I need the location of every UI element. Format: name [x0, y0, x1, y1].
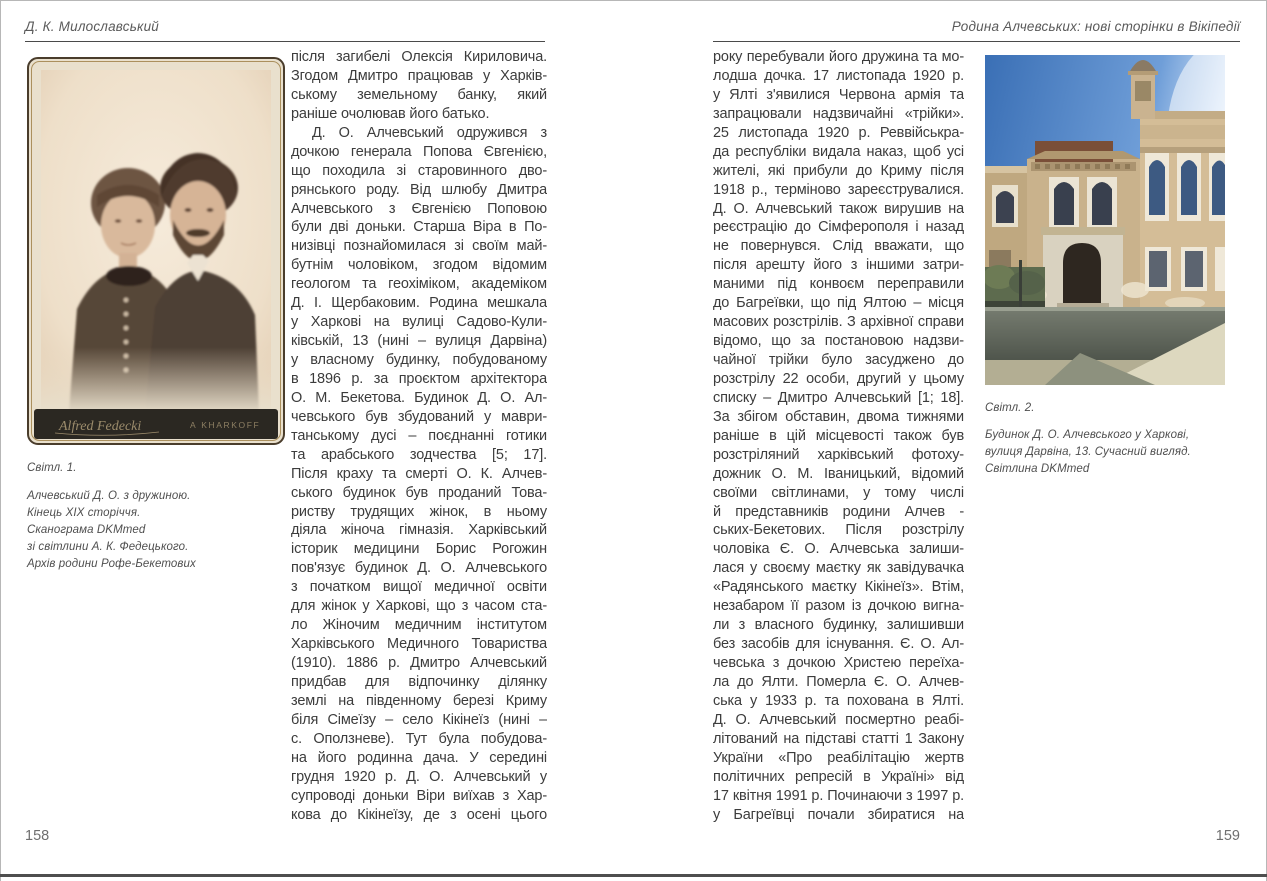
text-line: після загибелі Олексія Кириловича. — [291, 49, 547, 65]
page-shadow-bar — [0, 874, 1267, 877]
text-line: історик медицини Борис Рогожин — [291, 541, 547, 558]
caption-text-1 — [27, 488, 277, 573]
text-line: супроводі доньки Віри виїхав з Хар- — [291, 787, 547, 804]
body-column-right — [713, 48, 964, 824]
text-line: Згодом Дмитро працював у Харків- — [291, 67, 547, 84]
text-line: Д. О. Алчевський посмертно реабі- — [713, 711, 964, 728]
text-line: ському земельному банку, який — [291, 86, 547, 103]
text-line: не повернувся. Слід вважати, що — [713, 238, 964, 255]
text-line: да республіки видала наказ, щоб усі — [713, 143, 964, 160]
text-line: відомо, що за постановою надзви- — [713, 333, 964, 350]
page-edge-top — [0, 0, 1267, 1]
text-line: 25 листопада 1920 р. Реввійськра- — [713, 124, 964, 141]
text-line: у Харкові на вулиці Садово-Кули- — [291, 314, 547, 331]
text-line: низівці познайомилася зі своїм май- — [291, 238, 547, 255]
text-line: розстріляний харківський фотоху- — [713, 446, 964, 463]
text-line: землі на південному березі Криму — [291, 692, 547, 709]
text-line: своїми світлинами, у тому числі — [713, 484, 964, 501]
text-line: у Багреївці почали збиратися на — [713, 806, 964, 823]
text-line: О. М. Бекетова. Будинок Д. О. Ал- — [291, 389, 547, 406]
text-line: без засобів для існування. Є. О. Ал- — [713, 636, 964, 653]
caption-text-2 — [985, 427, 1235, 478]
caption-line: Кінець XIX сторіччя. — [27, 507, 141, 519]
text-line: списку – Дмитро Алчевський [1; 18]. — [713, 389, 964, 406]
page-edge-left — [0, 0, 1, 881]
photo-building-kharkiv — [985, 55, 1225, 385]
text-line: рянського роду. Від шлюбу Дмитра — [291, 181, 547, 198]
text-line: чевського був збудований у маври- — [291, 408, 547, 425]
text-line: року перебували його дружина та мо- — [713, 49, 964, 65]
text-line: За збігом обставин, двома тижнями — [713, 408, 964, 425]
running-head-title: Родина Алчевських: нові сторінки в Вікіпедії — [951, 19, 1240, 34]
text-line: лася у своєму маєтку як завідувачка — [713, 560, 964, 577]
caption-line: Світлина DKMmed — [985, 463, 1090, 475]
caption-label-1: Світл. 1. — [27, 462, 77, 474]
text-line: України «Про реабілітацію жертв — [713, 749, 964, 766]
caption-line: зі світлини А. К. Федецького. — [27, 541, 189, 553]
header-rule-right — [713, 41, 1240, 42]
text-line: с. Оползневе). Тут була побудова- — [291, 730, 547, 747]
portrait-photo-illustration — [27, 57, 285, 445]
caption-line: Сканограма DKMmed — [27, 524, 146, 536]
text-line: придбав для відпочинку ділянку — [291, 673, 547, 690]
text-line: чоловіка Є. О. Алчевська залиши- — [713, 541, 964, 558]
text-line: були дві доньки. Старша Віра в По- — [291, 219, 547, 236]
caption-line: Архів родини Рофе-Бекетових — [27, 558, 196, 570]
text-line: що походила зі старовинного дво- — [291, 162, 547, 179]
text-line: з початком вищої медичної освіти — [291, 579, 547, 596]
text-line: літований на підставі статті 1 Закону — [713, 730, 964, 747]
text-line: ських-Бекетових. Після розстрілу — [713, 522, 964, 539]
text-line: ли з власного будинку, залишивши — [713, 617, 964, 634]
text-line: запрацювали надзвичайні «трійки». — [713, 105, 964, 122]
text-line: (1910). 1886 р. Дмитро Алчевський — [291, 655, 547, 671]
text-line: ська у 1933 р. та похована в Ялті. — [713, 692, 964, 709]
text-line: дочкою генерала Попова Євгенією, — [291, 143, 547, 160]
text-line: Д. О. Алчевський одружився з — [312, 124, 547, 141]
text-line: ло Жіночим медичним інститутом — [291, 617, 547, 634]
text-line: після арешту його з іншими затри- — [713, 257, 964, 274]
text-line: «Радянського маєтку Кікінеїз». Втім, — [713, 579, 964, 596]
text-line: незабаром її разом із дочкою вигна- — [713, 598, 964, 615]
text-line: діяла жіноча гімназія. Харківський — [291, 522, 547, 539]
text-line: у власному будинку, побудованому — [291, 352, 547, 368]
text-line: Після краху та смерті О. К. Алчев- — [291, 465, 547, 482]
text-line: дожник О. М. Іваницький, відомий — [713, 465, 964, 482]
text-line: риству трудящих жінок, в ньому — [291, 503, 547, 520]
text-line: масових розстрілів. З архівної справи — [713, 314, 964, 331]
text-line: пов'язує будинок Д. О. Алчевського — [291, 560, 547, 577]
text-line: до Багреївки, що під Ялтою – місця — [713, 295, 964, 312]
text-line: чевська з дочкою Христею переїха- — [713, 655, 964, 671]
text-line: та арабського зодчества [5; 17]. — [291, 446, 547, 463]
text-line: бутнім чоловіком, згодом відомим — [291, 257, 547, 274]
caption-line: Алчевський Д. О. з дружиною. — [27, 490, 191, 502]
photo-portrait-couple — [27, 57, 285, 445]
text-line: ла до Ялти. Померла Є. О. Алчев- — [713, 673, 964, 690]
header-rule-left — [25, 41, 545, 42]
text-line: чайної трійки було засуджено до — [713, 352, 964, 368]
building-photo-illustration — [985, 55, 1225, 385]
text-line: 17 квітня 1991 р. Починаючи з 1997 р. — [713, 787, 964, 804]
body-column-left — [291, 48, 547, 824]
text-line: ського будинок був проданий Това- — [291, 484, 547, 501]
text-line: раніше очолював його батько. — [291, 105, 490, 122]
text-line: Д. О. Алчевський також вирушив на — [713, 200, 964, 217]
text-line: раніше в цій місцевості також був — [713, 427, 964, 444]
text-line: у Ялті з'явилися Червона армія та — [713, 86, 964, 103]
caption-label-2: Світл. 2. — [985, 402, 1035, 414]
text-line: лодша дочка. 17 листопада 1920 р. — [713, 67, 964, 84]
text-line: танському дусі – поєднанні готики — [291, 427, 547, 444]
studio-signature-text: Alfred Fedecki — [59, 419, 142, 434]
studio-city-text: А KHARKOFF — [190, 420, 261, 430]
running-head-author: Д. К. Милославський — [25, 19, 160, 34]
text-line: жителі, які прибули до Криму після — [713, 162, 964, 179]
text-line: політичних репресій в Україні» від — [713, 768, 964, 785]
text-line: й представників родини Алчев - — [713, 503, 964, 520]
text-line: в 1896 р. за проєктом архітектора — [291, 370, 547, 387]
text-line: біля Сімеїзу – село Кікінеїз (нині – — [291, 711, 547, 728]
text-line: для жінок у Харкові, що з часом ста- — [291, 598, 547, 615]
text-line: 1918 р., терміново зареєструвалися. — [713, 181, 964, 198]
page-number-right: 159 — [1215, 828, 1240, 844]
text-line: Д. І. Щербаковим. Родина мешкала — [291, 295, 547, 312]
text-line: Алчевського з Євгенією Поповою — [291, 200, 547, 217]
text-line: кова до Кікінеїзу, де з осені цього — [291, 806, 547, 823]
text-line: на його родинна дача. У середині — [291, 749, 547, 766]
text-line: геологом та геохіміком, академіком — [291, 276, 547, 293]
page-number-left: 158 — [25, 828, 50, 844]
text-line: грудня 1920 р. Д. О. Алчевський у — [291, 768, 547, 785]
caption-line: вулиця Дарвіна, 13. Сучасний вигляд. — [985, 446, 1191, 458]
text-line: маними під конвоєм переправили — [713, 276, 964, 293]
text-line: розстрілу 22 особи, другий у цьому — [713, 370, 964, 387]
caption-line: Будинок Д. О. Алчевського у Харкові, — [985, 429, 1190, 441]
text-line: реєстрацію до Сімферополя і назад — [713, 219, 964, 236]
text-line: Харківського Медичного Товариства — [291, 636, 547, 653]
text-line: ківській, 13 (нині – вулиця Дарвіна) — [291, 333, 547, 350]
